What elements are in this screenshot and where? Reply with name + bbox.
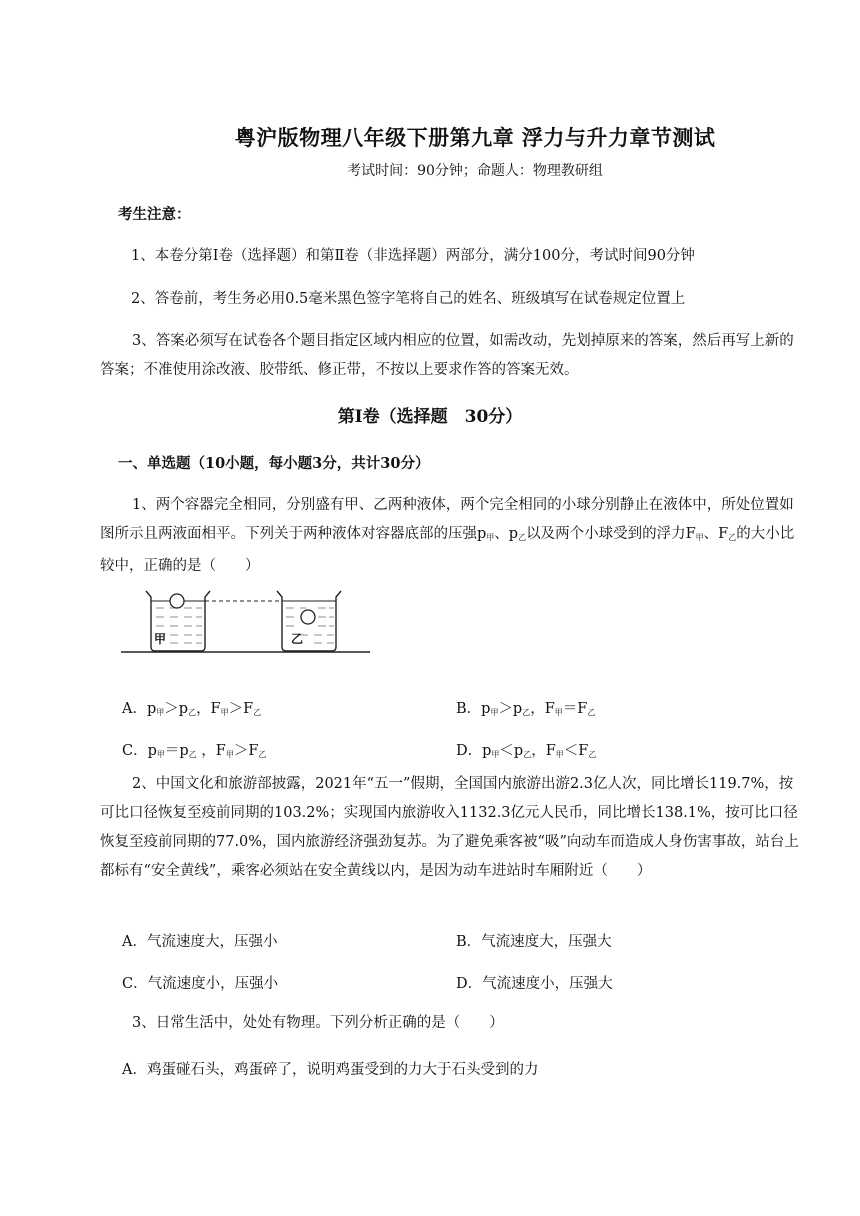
q2-stem: 2、中国文化和旅游部披露，2021年“五一”假期，全国国内旅游出游2.3亿人次，同比增长119.7%，按可比口径恢复至疫前同期的103.2%；实现国内旅游收入1132.3亿元人民币，同比增长138.1%，按可比口径恢复至疫前同期的77.0%，国内旅游经济强劲复苏。为了避免乘客被“吸”向动车而造成人身伤害事故，站台上都标有“安全黄线”，乘客必须站在安全黄线以内，是因为动车进站时车厢附近（ ）	[100, 776, 799, 879]
q1-option-c[interactable]: C．$p_甲=p_乙$ ，$F_甲>F_乙$	[122, 743, 267, 759]
q1-figure	[118, 585, 378, 660]
q2-option-b[interactable]: B．气流速度大，压强大	[456, 934, 612, 950]
q2-option-c[interactable]: C．气流速度小，压强小	[122, 976, 279, 992]
part1-title: 第Ⅰ卷（选择题 30分）	[337, 407, 523, 427]
container-yi	[277, 591, 341, 651]
ball-jia	[170, 594, 184, 608]
q1-option-d[interactable]: D．$p_甲<p_乙$，$F_甲<F_乙$	[456, 743, 597, 759]
label-jia: 甲	[154, 632, 167, 646]
q1-stem: 1、两个容器完全相同，分别盛有甲、乙两种液体，两个完全相同的小球分别静止在液体中，所处位置如图所示且两液面相平。下列关于两种液体对容器底部的压强$p_甲$、$p_乙$以及两个小球受到的浮力$F_甲$、$F_乙$的大小比较中，正确的是（ ）	[100, 497, 795, 574]
ball-yi	[301, 610, 315, 624]
notice-item-3: 3、答案必须写在试卷各个题目指定区域内相应的位置，如需改动，先划掉原来的答案，然后再写上新的答案；不准使用涂改液、胶带纸、修正带，不按以上要求作答的答案无效。	[100, 333, 794, 378]
container-jia	[146, 591, 210, 651]
q1-option-a[interactable]: A．$p_甲>p_乙$，$F_甲>F_乙$	[122, 701, 262, 717]
q3-option-a[interactable]: A．鸡蛋碰石头，鸡蛋碎了，说明鸡蛋受到的力大于石头受到的力	[122, 1062, 539, 1078]
q3-stem: 3、日常生活中，处处有物理。下列分析正确的是（ ）	[132, 1015, 504, 1031]
q2-option-d[interactable]: D．气流速度小，压强大	[456, 976, 613, 992]
q1-option-b[interactable]: B．$p_甲>p_乙$，$F_甲=F_乙$	[456, 701, 596, 717]
section-title-single-choice: 一、单选题（10小题，每小题3分，共计30分）	[118, 455, 430, 472]
label-yi: 乙	[291, 632, 304, 646]
page-title: 粤沪版物理八年级下册第九章 浮力与升力章节测试	[234, 125, 716, 150]
q2-option-a[interactable]: A．气流速度大，压强小	[122, 934, 278, 950]
notice-heading: 考生注意：	[118, 206, 191, 223]
notice-item-2: 2、答卷前，考生务必用0.5毫米黑色签字笔将自己的姓名、班级填写在试卷规定位置上	[131, 291, 686, 307]
notice-item-1: 1、本卷分第Ⅰ卷（选择题）和第Ⅱ卷（非选择题）两部分，满分100分，考试时间90分钟	[131, 248, 695, 264]
page-subtitle: 考试时间：90分钟；命题人：物理教研组	[347, 163, 603, 179]
